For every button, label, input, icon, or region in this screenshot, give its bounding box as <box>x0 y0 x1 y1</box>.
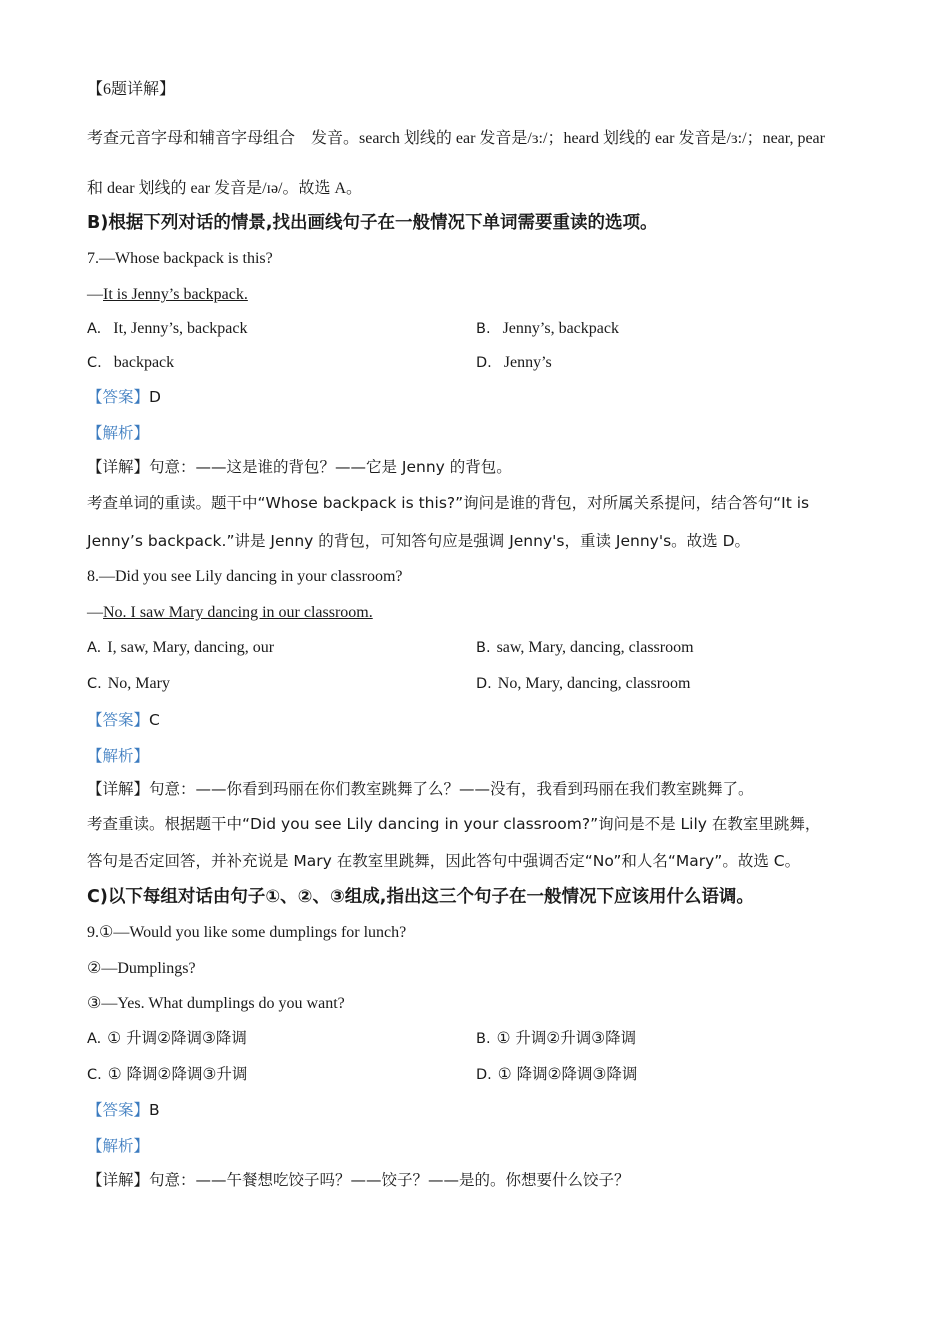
q9-line3: ③—Yes. What dumplings do you want? <box>87 995 345 1012</box>
q9-answer <box>87 1100 160 1120</box>
q7-option-d: D. Jenny’s <box>476 354 552 371</box>
q8-analysis-label: 【解析】 <box>87 747 150 765</box>
section-c-title: C)以下每组对话由句子①、②、③组成,指出这三个句子在一般情况下应该用什么语调。 <box>87 887 754 907</box>
q7-explain-line2: Jenny’s backpack.”讲是 Jenny 的背包，可知答句应是强调 Jenny's，重读 Jenny's。故选 D。 <box>87 532 751 550</box>
q6-detail-line1: 考查元音字母和辅音字母组合 发音。search 划线的 ear 发音是/ɜ:/；heard 划线的 ear 发音是/ɜ:/；near, pear <box>87 130 825 147</box>
q8-reply-dash: — <box>87 604 103 621</box>
q8-option-d: D. No, Mary, dancing, classroom <box>476 675 691 692</box>
q8-reply-underlined: No. I saw Mary dancing in our classroom. <box>103 604 373 621</box>
q7-reply-underlined: It is Jenny’s backpack. <box>103 286 248 303</box>
q9-line2: ②—Dumplings? <box>87 960 196 977</box>
q7-explain-line1: 考查单词的重读。题干中“Whose backpack is this?”询问是谁的背包，对所属关系提问，结合答句“It is <box>87 494 810 512</box>
answer-label: 【答案】 <box>87 388 150 406</box>
q8-stem: 8.—Did you see Lily dancing in your classroom? <box>87 568 403 585</box>
q6-detail-heading: 【6题详解】 <box>87 81 176 98</box>
q7-answer <box>87 387 161 407</box>
q8-option-c: C. No, Mary <box>87 675 170 692</box>
q9-option-c: C. ① 降调②降调③升调 <box>87 1065 248 1083</box>
q7-detail: 【详解】句意：——这是谁的背包？——它是 Jenny 的背包。 <box>87 458 512 476</box>
q8-reply <box>87 603 373 623</box>
q9-analysis-label: 【解析】 <box>87 1137 150 1155</box>
q7-reply-dash: — <box>87 286 103 303</box>
answer-value: B <box>149 1101 160 1119</box>
q9-line1: 9.①—Would you like some dumplings for lunch? <box>87 924 407 941</box>
q8-option-b: B. saw, Mary, dancing, classroom <box>476 639 694 656</box>
q9-option-d: D. ① 降调②降调③降调 <box>476 1065 638 1083</box>
q8-option-a: A. I, saw, Mary, dancing, our <box>87 639 275 656</box>
q6-detail-line2: 和 dear 划线的 ear 发音是/ɪə/。故选 A。 <box>87 180 363 197</box>
q9-detail: 【详解】句意：——午餐想吃饺子吗？——饺子？——是的。你想要什么饺子？ <box>87 1171 630 1189</box>
q7-stem: 7.—Whose backpack is this? <box>87 250 273 267</box>
q8-explain-line1: 考查重读。根据题干中“Did you see Lily dancing in your classroom?”询问是不是 Lily 在教室里跳舞， <box>87 815 821 833</box>
q7-reply <box>87 285 248 305</box>
answer-value: C <box>149 711 160 729</box>
q8-explain-line2: 答句是否定回答，并补充说是 Mary 在教室里跳舞，因此答句中强调否定“No”和人名“Mary”。故选 C。 <box>87 852 801 870</box>
answer-label: 【答案】 <box>87 711 150 729</box>
q7-analysis-label: 【解析】 <box>87 424 150 442</box>
q7-option-b: B. Jenny’s, backpack <box>476 320 619 337</box>
q9-option-b: B. ① 升调②升调③降调 <box>476 1029 637 1047</box>
q8-answer <box>87 710 160 730</box>
section-b-title: B)根据下列对话的情景,找出画线句子在一般情况下单词需要重读的选项。 <box>87 213 658 233</box>
q9-option-a: A. ① 升调②降调③降调 <box>87 1029 247 1047</box>
answer-label: 【答案】 <box>87 1101 150 1119</box>
q7-option-a: A. It, Jenny’s, backpack <box>87 320 248 337</box>
q7-option-c: C. backpack <box>87 354 175 371</box>
q8-detail: 【详解】句意：——你看到玛丽在你们教室跳舞了么？——没有，我看到玛丽在我们教室跳舞了。 <box>87 780 754 798</box>
answer-value: D <box>149 388 161 406</box>
